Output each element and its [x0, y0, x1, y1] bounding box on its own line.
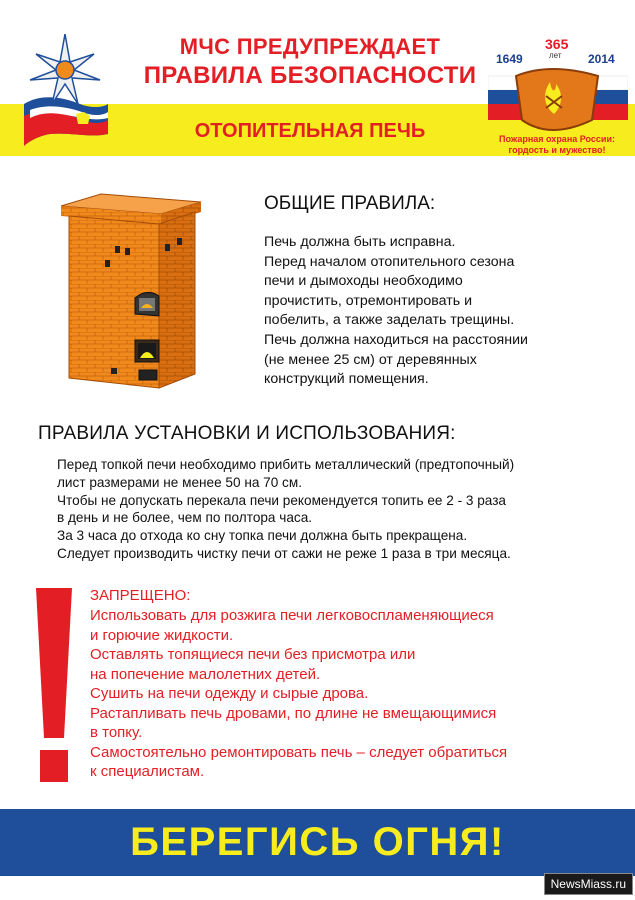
motto-line1: Пожарная охрана России:: [499, 134, 615, 144]
stove-icon: [55, 188, 205, 398]
installation-rules-title: ПРАВИЛА УСТАНОВКИ И ИСПОЛЬЗОВАНИЯ:: [38, 423, 456, 444]
installation-line: Перед топкой печи необходимо прибить металлический (предтопочный): [57, 457, 515, 472]
general-line: Печь должна быть исправна.: [264, 234, 456, 250]
header-title-line1: МЧС ПРЕДУПРЕЖДАЕТ: [179, 34, 441, 59]
forbidden-title: ЗАПРЕЩЕНО:: [90, 587, 191, 604]
header: [0, 0, 635, 160]
bottom-strip: [0, 876, 635, 900]
installation-line: лист размерами не менее 50 на 70 см.: [57, 474, 302, 490]
footer-slogan: БЕРЕГИСЬ ОГНЯ!: [130, 820, 505, 864]
general-line: (не менее 25 см) от деревянных: [264, 351, 477, 368]
motto-line2: гордость и мужество!: [508, 145, 606, 155]
exclamation-icon: [30, 588, 78, 788]
installation-line: в день и не более, чем по полтора часа.: [57, 510, 313, 526]
forbidden-line: в топку.: [90, 724, 143, 741]
forbidden-line: и горючие жидкости.: [90, 626, 234, 644]
year-start: 1649: [496, 52, 523, 66]
header-subtitle: ОТОПИТЕЛЬНАЯ ПЕЧЬ: [194, 120, 426, 142]
general-rules-text: [264, 233, 614, 390]
anniversary-motto: [486, 134, 628, 156]
forbidden-line: Сушить на печи одежду и сырые дрова.: [90, 685, 369, 702]
mchs-emblem-icon: [20, 34, 110, 154]
forbidden-line: к специалистам.: [90, 763, 205, 780]
general-line: Печь должна находиться на расстоянии: [264, 331, 528, 348]
forbidden-line: на попечение малолетних детей.: [90, 665, 321, 683]
general-line: Перед началом отопительного сезона: [264, 253, 515, 270]
general-line: конструкций помещения.: [264, 371, 429, 388]
forbidden-list: [90, 606, 610, 782]
header-title-line2: ПРАВИЛА БЕЗОПАСНОСТИ: [143, 62, 477, 89]
installation-line: За 3 часа до отхода ко сну топка печи должна быть прекращена.: [57, 528, 468, 544]
forbidden-line: Использовать для розжига печи легковоспламеняющиеся: [90, 607, 494, 624]
forbidden-line: Оставлять топящиеся печи без присмотра или: [90, 646, 416, 663]
anniversary-years-word: лет: [549, 51, 562, 60]
installation-line: Чтобы не допускать перекала печи рекомендуется топить ее 2 - 3 раза: [57, 492, 506, 508]
watermark: NewsMiass.ru: [544, 873, 633, 895]
footer-banner: [0, 809, 635, 876]
forbidden-line: Растапливать печь дровами, по длине не вмещающимися: [90, 704, 497, 722]
installation-rules-text: [57, 456, 617, 563]
general-line: прочистить, отремонтировать и: [264, 292, 473, 309]
general-line: печи и дымоходы необходимо: [264, 273, 463, 290]
anniversary-years: 365: [545, 36, 569, 52]
forbidden-line: Самостоятельно ремонтировать печь – следует обратиться: [90, 743, 508, 761]
general-rules-title: ОБЩИЕ ПРАВИЛА:: [264, 193, 436, 214]
installation-line: Следует производить чистку печи от сажи не реже 1 раза в три месяца.: [57, 545, 511, 561]
general-line: побелить, а также заделать трещины.: [264, 312, 515, 329]
year-end: 2014: [588, 52, 615, 66]
